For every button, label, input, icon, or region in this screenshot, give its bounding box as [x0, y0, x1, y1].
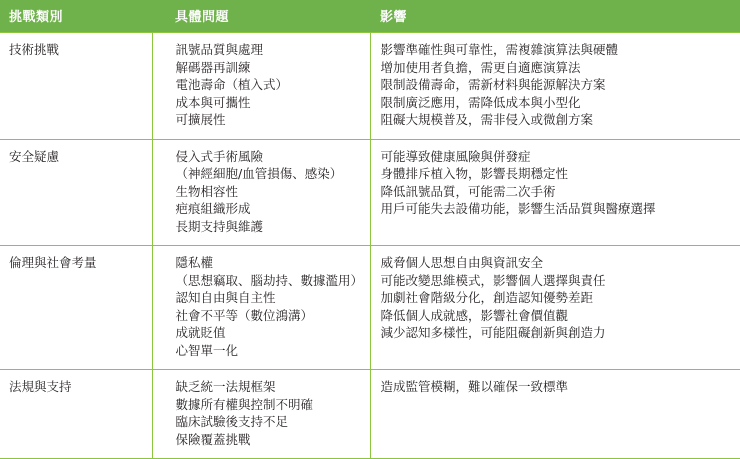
cell-problems: [152, 246, 370, 370]
impact-item: 用戶可能失去設備功能，影響生活品質與醫療選擇: [380, 201, 656, 216]
cell-category: [0, 370, 152, 459]
problem-item: 保險覆蓋挑戰: [175, 431, 251, 447]
problem-item: 認知自由與自主性: [175, 290, 276, 305]
cell-category: [0, 139, 152, 246]
impact-item: 減少認知多樣性，可能阻礙創新與創造力: [380, 325, 606, 340]
problem-item: 訊號品質與處理: [175, 42, 264, 57]
category-label: 倫理與社會考量: [9, 255, 97, 270]
cell-impacts: [370, 139, 740, 246]
problem-item: 缺乏統一法規框架: [175, 379, 276, 394]
problem-item: 心智單一化: [175, 342, 239, 358]
category-label: 技術挑戰: [9, 42, 60, 57]
category-label: 法規與支持: [9, 379, 72, 394]
cell-impacts: [370, 246, 740, 370]
table-body: [0, 33, 740, 459]
problem-item: （神經細胞/血管損傷、感染）: [175, 166, 343, 181]
table-row: [0, 370, 740, 459]
table-row: [0, 139, 740, 246]
cell-category: [0, 33, 152, 140]
column-header-category: 挑戰類別: [0, 0, 152, 33]
problem-item: 成就貶值: [175, 325, 226, 340]
impact-item: 限制設備壽命，需新材料與能源解決方案: [380, 77, 606, 92]
problem-item: 解碼器再訓練: [175, 59, 251, 75]
problem-item: 侵入式手術風險: [175, 148, 264, 164]
impact-item: 增加使用者負擔，需更自適應演算法: [380, 59, 581, 75]
cell-impacts: [370, 370, 740, 459]
impact-item: 造成監管模糊，難以確保一致標準: [380, 379, 569, 394]
problem-item: （思想竊取、腦劫持、數據濫用）: [175, 272, 364, 288]
impact-item: 可能導致健康風險與併發症: [380, 148, 531, 164]
problem-item: 長期支持與維護: [175, 218, 264, 234]
impact-item: 身體排斥植入物，影響長期穩定性: [380, 166, 569, 181]
impact-item: 降低訊號品質，可能需二次手術: [380, 183, 556, 199]
problem-item: 社會不平等（數位鴻溝）: [175, 307, 314, 323]
table-row: [0, 246, 740, 370]
problem-item: 疤痕組織形成: [175, 201, 251, 216]
impact-item: 限制廣泛應用，需降低成本與小型化: [380, 94, 581, 110]
problem-item: 數據所有權與控制不明確: [175, 396, 314, 412]
impact-item: 降低個人成就感，影響社會價值觀: [380, 307, 569, 323]
column-header-impact: 影響: [370, 0, 740, 33]
cell-category: [0, 246, 152, 370]
impact-item: 阻礙大規模普及，需非侵入或微創方案: [380, 112, 594, 127]
problem-item: 生物相容性: [175, 183, 239, 199]
problem-item: 臨床試驗後支持不足: [175, 414, 289, 429]
impact-item: 威脅個人思想自由與資訊安全: [380, 255, 544, 270]
impact-item: 影響準確性與可靠性，需複雜演算法與硬體: [380, 42, 619, 57]
cell-impacts: [370, 33, 740, 140]
impact-item: 可能改變思維模式，影響個人選擇與責任: [380, 272, 606, 288]
cell-problems: [152, 139, 370, 246]
category-label: 安全疑慮: [9, 148, 60, 164]
impact-item: 加劇社會階級分化，創造認知優勢差距: [380, 290, 594, 305]
table-header-row: [0, 0, 740, 33]
cell-problems: [152, 33, 370, 140]
column-header-problem: 具體問題: [152, 0, 370, 33]
table-row: [0, 33, 740, 140]
table-header: [0, 0, 740, 33]
problem-item: 可擴展性: [175, 112, 226, 127]
problem-item: 電池壽命（植入式）: [175, 77, 289, 92]
cell-problems: [152, 370, 370, 459]
problem-item: 隱私權: [175, 255, 214, 270]
problem-item: 成本與可攜性: [175, 94, 251, 110]
